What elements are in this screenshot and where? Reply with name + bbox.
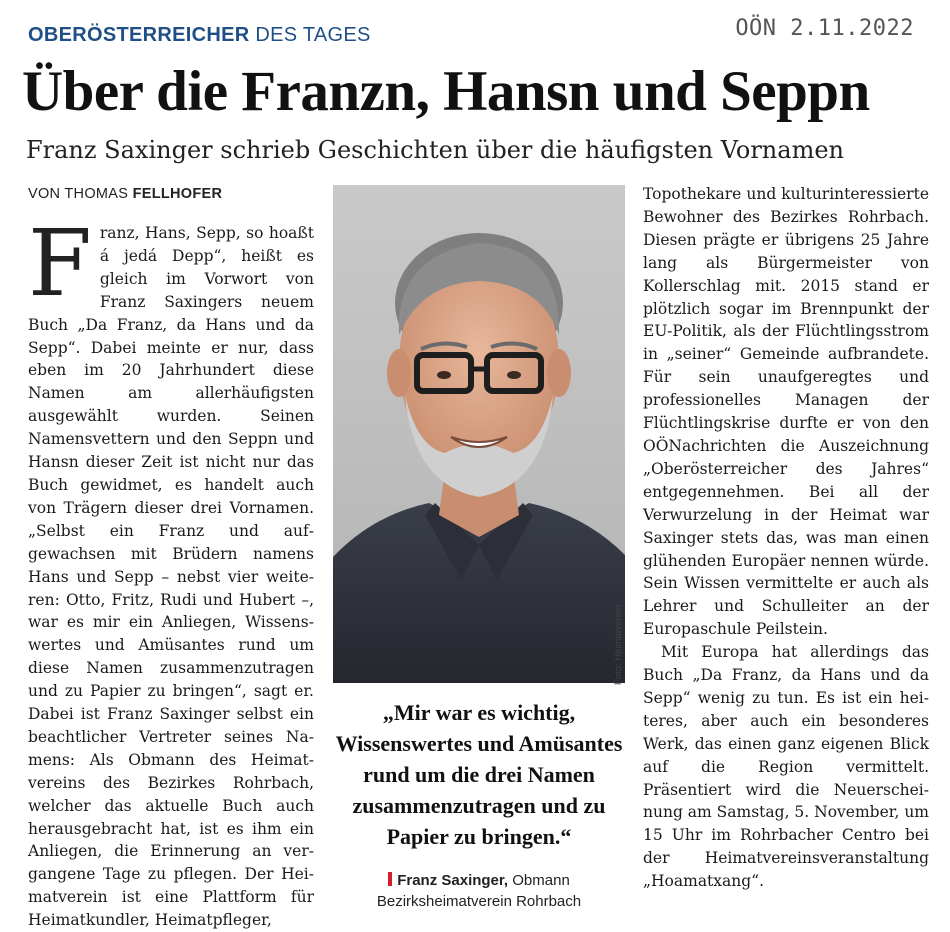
drop-cap: F [28,210,92,317]
portrait-illustration [333,185,625,683]
photo-credit: Foto: Heimatverein [613,604,624,685]
kicker-brand: OBERÖSTERREICHER [28,24,250,46]
pull-quote-attribution [333,870,625,912]
kicker-section: DES TAGES [255,24,371,46]
portrait-photo [333,185,625,683]
article-paragraph: Topothekare und kulturinteressierte Bewohner des Bezirkes Rohrbach. Diesen prägte er übrigens 25 Jahre lang als Bürgermeister von Kollerschlag mit. 2015 stand er plötzlich sogar im Brennpunkt der EU-Politik, als der Flüchtlingsstrom in „seiner“ Gemeinde aufbrandete. Für sein unaufgeregtes und professionelles Managen der Flüchtlingskrise durfte er von den OÖNachrichten die Auszeichnung „Oberösterreicher des Jahres“ entgegennehmen. Bei all der Verwurzelung in der Heimat war Saxinger stets das, was man einen glühenden Europäer nennen würde. Sein Wissen vermittelte er auch als Lehrer und Schulleiter an der Europaschule Peilstein. [643,185,929,639]
article-column-1 [28,210,314,932]
byline-author: FELLHOFER [132,186,223,202]
quote-role-line1: Obmann [512,872,570,889]
article-paragraph: Mit Europa hat allerdings das Buch „Da Franz, da Hans und da Sepp“ wenig zu tun. Es ist ein heiteres, aber auch ein besonderes Werk, das einen ganz eigenen Blick auf die Region vermittelt. Präsentiert wird die Neuerscheinung am Samstag, 5. November, um 15 Uhr im Rohrbacher Centro bei der Heimatvereinsveranstaltung „Hoamatxang“. [643,643,929,891]
section-kicker [28,24,371,47]
subheadline: Franz Saxinger schrieb Geschichten über die häufigsten Vornamen [26,136,844,164]
pull-quote: „Mir war es wichtig, Wissenswertes und Amüsantes rund um die drei Namen zusammenzutragen und zu Papier zu bringen.“ [335,700,623,849]
quote-author: Franz Saxinger, [397,872,509,889]
byline [28,186,222,202]
headline: Über die Franzn, Hansn und Seppn [22,60,870,123]
publication-date: OÖN 2.11.2022 [735,16,914,41]
accent-bar [388,872,392,886]
article-paragraph: ranz, Hans, Sepp, so hoaßt á jedá Depp“, heißt es gleich im Vorwort von Franz Saxingers neuem Buch „Da Franz, da Hans und da Sepp“. Dabei meinte er nur, dass eben im 20 Jahrhundert diese Namen am allerhäufigsten ausgewählt wurden. Seinen Namensvettern und den Seppn und Hansn dieser Zeit ist nicht nur das Buch gewidmet, es handelt auch von Trägern dieser drei Vornamen. „Selbst ein Franz und aufgewachsen mit Brüdern namens Hans und Sepp – nebst vier weiteren: Otto, Fritz, Rudi und Hubert –, war es mir ein Anliegen, Wissenswertes und Amüsantes rund um diese Namen zusammenzutragen und zu Papier zu bringen“, sagt er. Dabei ist Franz Saxinger selbst ein beachtlicher Vertreter seines Namens: Als Obmann des Heimatvereins des Bezirkes Rohrbach, welcher das aktuelle Buch auch herausgebracht hat, ist es ihm ein Anliegen, die Erinnerung an vergangene Tage zu pflegen. Der Heimatverein ist eine Plattform für Heimatkundler, Heimatpfleger, [28,224,314,930]
byline-prefix: VON THOMAS [28,186,129,202]
article-column-3 [643,183,929,893]
quote-role-line2: Bezirksheimatverein Rohrbach [376,893,582,910]
